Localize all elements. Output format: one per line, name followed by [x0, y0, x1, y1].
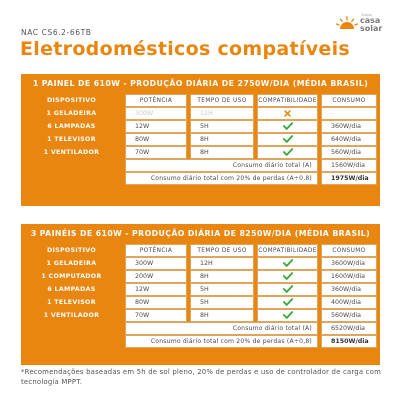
- sun-icon: [336, 16, 358, 30]
- power-cell: 300W: [125, 107, 187, 120]
- compat-cell: [257, 133, 318, 146]
- device-name: 1 TELEVISOR: [47, 299, 96, 306]
- column-power: POTÊNCIA: [125, 94, 187, 107]
- device-name: 6 LAMPADAS: [47, 123, 96, 130]
- loss-label: Consumo diário total com 20% de perdas (A÷0,8): [125, 172, 318, 185]
- time-cell: 8H: [190, 309, 254, 322]
- device-name: 6 LAMPADAS: [47, 286, 96, 293]
- consumption-cell: 560W/dia: [321, 146, 377, 159]
- compat-cell: [257, 309, 318, 322]
- power-cell: 12W: [125, 283, 187, 296]
- brand-logo: [336, 12, 384, 42]
- check-icon: [283, 259, 293, 267]
- x-icon: [284, 110, 291, 117]
- compat-cell: [257, 107, 318, 120]
- device-name: 1 TELEVISOR: [47, 136, 96, 143]
- device-name: 1 GELADEIRA: [46, 110, 97, 117]
- time-cell: 8H: [190, 146, 254, 159]
- compat-cell: [257, 120, 318, 133]
- page-title: Eletrodomésticos compatíveis: [20, 38, 350, 60]
- power-cell: 12W: [125, 120, 187, 133]
- column-usage: TEMPO DE USO: [190, 94, 254, 107]
- consumption-cell: 1600W/dia: [321, 270, 377, 283]
- table-row: [21, 146, 380, 159]
- device-name: 1 VENTILADOR: [43, 149, 100, 156]
- time-cell: 12H: [190, 107, 254, 120]
- device-name: 1 GELADEIRA: [46, 260, 97, 267]
- compat-cell: [257, 146, 318, 159]
- loss-value: 8150W/dia: [321, 335, 377, 348]
- column-usage: TEMPO DE USO: [190, 244, 254, 257]
- consumption-cell: 360W/dia: [321, 283, 377, 296]
- check-icon: [283, 311, 293, 319]
- loss-row: [21, 172, 380, 185]
- model-label: NAC CS6.2-66TB: [21, 28, 92, 37]
- table-title: 1 PAINEL DE 610W - PRODUÇÃO DIÁRIA DE 2750W/DIA (MÉDIA BRASIL): [32, 79, 369, 88]
- table-row: [21, 107, 380, 120]
- power-cell: 200W: [125, 270, 187, 283]
- device-name: 1 COMPUTADOR: [41, 273, 102, 280]
- time-cell: 8H: [190, 270, 254, 283]
- column-consumption: CONSUMO: [321, 244, 377, 257]
- power-cell: 70W: [125, 146, 187, 159]
- table-row: [21, 120, 380, 133]
- total-row: [21, 322, 380, 335]
- time-cell: 5H: [190, 296, 254, 309]
- check-icon: [283, 148, 293, 156]
- consumption-cell: 360W/dia: [321, 120, 377, 133]
- loss-value: 1975W/dia: [321, 172, 377, 185]
- check-icon: [283, 272, 293, 280]
- table-row: [21, 133, 380, 146]
- table-header-row: [21, 94, 380, 107]
- column-compat: COMPATIBILIDADE: [257, 244, 318, 257]
- footnote: *Recomendações baseadas em 5h de sol pleno, 20% de perdas e uso de controlador de carga com tecnologia MPPT.: [21, 368, 381, 386]
- column-compat: COMPATIBILIDADE: [257, 94, 318, 107]
- power-cell: 80W: [125, 133, 187, 146]
- column-device: DISPOSITIVO: [46, 247, 96, 254]
- consumption-cell: 400W/dia: [321, 296, 377, 309]
- loss-row: [21, 335, 380, 348]
- compat-cell: [257, 257, 318, 270]
- column-device: DISPOSITIVO: [46, 97, 96, 104]
- time-cell: 8H: [190, 133, 254, 146]
- logo-line-2: solar: [360, 24, 383, 33]
- table-one-panel: [21, 74, 380, 206]
- power-cell: 80W: [125, 296, 187, 309]
- table-title: 3 PAINÉIS DE 610W - PRODUÇÃO DIÁRIA DE 8250W/DIA (MÉDIA BRASIL): [30, 229, 371, 238]
- check-icon: [283, 135, 293, 143]
- column-consumption: CONSUMO: [321, 94, 377, 107]
- time-cell: 5H: [190, 283, 254, 296]
- table-header-row: [21, 244, 380, 257]
- consumption-cell: 3600W/dia: [321, 257, 377, 270]
- table-row: [21, 296, 380, 309]
- consumption-cell: 640W/dia: [321, 133, 377, 146]
- loss-label: Consumo diário total com 20% de perdas (A÷0,8): [125, 335, 318, 348]
- check-icon: [283, 285, 293, 293]
- total-row: [21, 159, 380, 172]
- logo-small-text: Grupo: [361, 13, 372, 17]
- total-label: Consumo diário total (A): [125, 159, 318, 172]
- compat-cell: [257, 296, 318, 309]
- total-label: Consumo diário total (A): [125, 322, 318, 335]
- check-icon: [283, 298, 293, 306]
- table-row: [21, 283, 380, 296]
- total-value: 6520W/dia: [321, 322, 377, 335]
- consumption-cell: -: [321, 107, 377, 120]
- power-cell: 300W: [125, 257, 187, 270]
- compat-cell: [257, 283, 318, 296]
- total-value: 1560W/dia: [321, 159, 377, 172]
- consumption-cell: 560W/dia: [321, 309, 377, 322]
- logo-line-1: casa: [360, 16, 381, 25]
- compat-cell: [257, 270, 318, 283]
- device-name: 1 VENTILADOR: [43, 312, 100, 319]
- table-row: [21, 270, 380, 283]
- table-row: [21, 309, 380, 322]
- table-three-panels: [21, 224, 380, 365]
- time-cell: 12H: [190, 257, 254, 270]
- table-row: [21, 257, 380, 270]
- power-cell: 70W: [125, 309, 187, 322]
- column-power: POTÊNCIA: [125, 244, 187, 257]
- time-cell: 5H: [190, 120, 254, 133]
- check-icon: [283, 122, 293, 130]
